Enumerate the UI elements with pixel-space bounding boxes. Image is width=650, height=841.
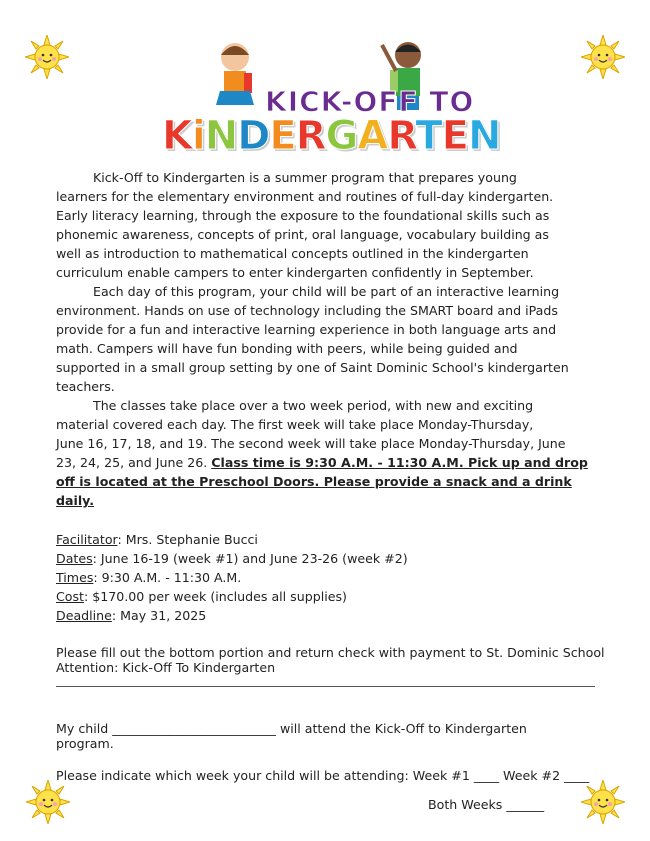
paragraph-line [56,472,588,491]
paragraph-line [56,225,588,244]
paragraph-line [56,415,588,434]
week-prompt: Please indicate which week your child will be attending: Week #1 [56,768,474,783]
class-time-notice: off is located at the Preschool Doors. Please provide a snack and a drink [56,474,572,489]
paragraph-line [56,206,588,225]
week1-field[interactable]: ____ [473,768,500,783]
paragraph-line [56,187,588,206]
program-description [56,168,588,510]
logo-letter: N [468,113,501,159]
line-text: material covered each day. The first week will take place Monday-Thursday, [56,417,534,432]
sun-icon-bottom-left [26,780,70,824]
enrollment-form [56,721,527,751]
line-text: well as introduction to mathematical concepts outlined in the kindergarten [56,246,529,261]
line-text: phonemic awareness, concepts of print, oral language, vocabulary building as [56,227,549,242]
line-text: supported in a small group setting by one of Saint Dominic School's kindergarten [56,360,569,375]
detail-value: : 9:30 A.M. - 11:30 A.M. [93,570,242,585]
logo-letter: K [162,113,192,159]
sun-icon-top-left [25,35,69,79]
logo-line2 [162,113,500,159]
line-text: Kick-Off to Kindergarten is a summer program that prepares young [93,170,517,185]
both-weeks-label: Both Weeks [428,797,507,812]
paragraph-line [56,396,588,415]
line-text: The classes take place over a two week period, with new and exciting [93,398,534,413]
week2-field[interactable]: ____ [564,768,590,783]
cut-line-divider [56,686,595,687]
paragraph-line [56,282,588,301]
sun-icon-bottom-right [581,780,625,824]
logo-letter: A [357,113,388,159]
paragraph-line [56,491,588,510]
logo-letter: i [192,113,205,159]
detail-label: Facilitator [56,532,118,547]
child-line2: program. [56,736,114,751]
paragraph-line [56,301,588,320]
detail-row [56,587,408,606]
both-weeks-row [428,795,544,814]
both-weeks-field[interactable]: ______ [506,797,545,812]
line-text: curriculum enable campers to enter kindergarten confidently in September. [56,265,534,280]
paragraph-line [56,263,588,282]
child-prefix: My child [56,721,109,736]
detail-row [56,606,408,625]
line-text: learners for the elementary environment and routines of full-day kindergarten. [56,189,554,204]
class-time-notice: daily. [56,493,94,508]
logo-letter: E [269,113,296,159]
line-text: Early literacy learning, through the exposure to the foundational skills such as [56,208,550,223]
detail-value: : June 16-19 (week #1) and June 23-26 (week #2) [92,551,408,566]
logo-letter: R [387,113,416,159]
paragraph-line [56,358,588,377]
logo-letter: N [204,113,238,159]
child-name-field[interactable]: __________________________ [112,721,276,736]
line-text: Each day of this program, your child will be part of an interactive learning [93,284,560,299]
week2-label: Week #2 [499,768,565,783]
detail-row [56,549,408,568]
detail-value: : May 31, 2025 [111,608,207,623]
detail-value: : Mrs. Stephanie Bucci [117,532,258,547]
detail-label: Times [56,570,94,585]
line-text: provide for a fun and interactive learning experience in both language arts and [56,322,557,337]
paragraph-line [56,168,588,187]
detail-label: Dates [56,551,93,566]
instruction-line: Please fill out the bottom portion and return check with payment to St. Dominic School [56,645,605,660]
paragraph-line [56,244,588,263]
instruction-line: Attention: Kick-Off To Kindergarten [56,660,276,675]
logo-letter: T [415,113,442,159]
line-text: environment. Hands on use of technology including the SMART board and iPads [56,303,558,318]
logo-letter: R [295,113,326,159]
paragraph-line [56,434,588,453]
detail-label: Deadline [56,608,112,623]
line-text: June 16, 17, 18, and 19. The second week will take place Monday-Thursday, June [56,436,566,451]
detail-row [56,568,408,587]
line-text: teachers. [56,379,115,394]
paragraph-line [56,339,588,358]
logo-letter: G [325,113,358,159]
instructions [56,645,605,675]
week-selection [56,766,589,785]
logo-line1: KICK-OFF TO [265,85,475,118]
paragraph-line [56,453,588,472]
detail-label: Cost [56,589,84,604]
logo-letter: E [441,113,468,159]
program-details [56,530,408,625]
sun-icon-top-right [581,35,625,79]
detail-value: : $170.00 per week (includes all supplies) [84,589,347,604]
line-text: math. Campers will have fun bonding with peers, while being guided and [56,341,518,356]
logo-letter: D [237,113,270,159]
paragraph-line [56,377,588,396]
child-suffix: will attend the Kick-Off to Kindergarten [275,721,527,736]
paragraph-line [56,320,588,339]
detail-row [56,530,408,549]
class-time-notice: Class time is 9:30 A.M. - 11:30 A.M. Pick up and drop [211,455,588,470]
kick-off-to-kindergarten-logo [160,35,501,160]
line-text: 23, 24, 25, and June 26. [56,455,212,470]
